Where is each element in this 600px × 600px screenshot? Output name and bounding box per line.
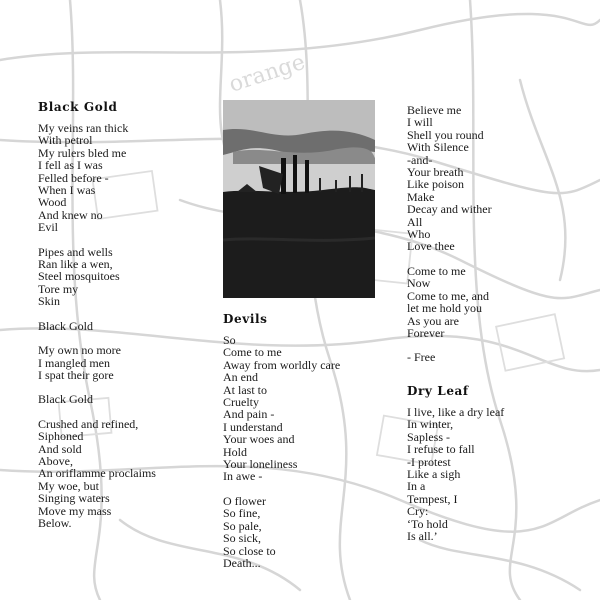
poem-line: When I was: [38, 183, 96, 198]
poem-line: In awe -: [223, 469, 263, 484]
poem-line: Crushed and refined,: [38, 416, 139, 431]
poem-line: Like a sigh: [407, 467, 461, 482]
poem-line: Now: [407, 276, 431, 291]
poem-line: In winter,: [407, 417, 454, 432]
poem-title: Devils: [223, 312, 268, 326]
stanza: [407, 406, 577, 542]
poem-line: Like poison: [407, 177, 464, 192]
poem-line: Forever: [407, 325, 445, 340]
poem-devils: [223, 312, 393, 581]
poem-line: Death...: [223, 555, 261, 570]
poem-line: My veins ran thick: [38, 121, 129, 135]
poem-line: Decay and wither: [407, 202, 492, 217]
poem-line: I will: [407, 115, 433, 130]
poem-devils-continued: [407, 104, 577, 376]
poem-line: In a: [407, 479, 426, 494]
poem-line: Tore my: [38, 281, 79, 296]
stanza: [38, 418, 208, 530]
stanza: [407, 104, 577, 253]
poem-line: So sick,: [223, 531, 262, 546]
stanza: [38, 393, 208, 405]
poem-line: Black Gold: [38, 318, 93, 333]
poem-line: Below.: [38, 515, 72, 530]
poem-line: At last to: [223, 382, 267, 397]
poem-line: Who: [407, 227, 431, 242]
poem-line: I refuse to fall: [407, 442, 475, 457]
poem-line: So pale,: [223, 518, 262, 533]
poem-line: Singing waters: [38, 491, 110, 506]
poem-line: Cry:: [407, 504, 429, 519]
stanza: [407, 351, 577, 363]
poem-dry-leaf: [407, 384, 577, 554]
poem-line: Sapless -: [407, 429, 450, 444]
poem-line: let me hold you: [407, 301, 482, 316]
poem-line: Steel mosquitoes: [38, 269, 120, 284]
poem-line: Hold: [223, 444, 247, 459]
poem-line: Black Gold: [38, 392, 93, 407]
poem-line: I spat their gore: [38, 367, 114, 382]
poem-line: So close to: [223, 543, 276, 558]
poem-line: - Free: [407, 350, 436, 365]
stanza: [38, 246, 208, 308]
poem-line: ‘To hold: [407, 516, 448, 531]
poem-line: Wood: [38, 195, 67, 210]
poem-line: Siphoned: [38, 429, 84, 444]
poem-line: Your woes and: [223, 432, 295, 447]
poem-line: -I protest: [407, 454, 451, 469]
poem-line: So fine,: [223, 506, 261, 521]
poem-line: An oriflamme proclaims: [38, 466, 156, 481]
poem-line: Evil: [38, 220, 58, 235]
poem-line: Is all.’: [407, 529, 438, 544]
poem-line: Your loneliness: [223, 457, 298, 472]
poem-line: I mangled men: [38, 355, 110, 370]
poem-line: Pipes and wells: [38, 244, 113, 259]
poem-line: And knew no: [38, 207, 103, 222]
poem-line: Move my mass: [38, 503, 112, 518]
poem-line: -and-: [407, 152, 433, 167]
poem-line: Your breath: [407, 165, 464, 180]
poem-line: My rulers bled me: [38, 145, 127, 160]
poem-line: As you are: [407, 313, 459, 328]
poem-line: Come to me, and: [407, 288, 489, 303]
poem-title: Dry Leaf: [407, 384, 469, 398]
poem-line: Make: [407, 189, 435, 204]
stanza: [223, 495, 393, 569]
poem-line: With Silence: [407, 140, 469, 155]
poem-line: Cruelty: [223, 395, 259, 410]
poem-line: Felled before -: [38, 170, 109, 185]
stanza: [38, 122, 208, 234]
poem-line: Shell you round: [407, 127, 484, 142]
poem-title: Black Gold: [38, 100, 118, 114]
poem-line: Believe me: [407, 103, 462, 117]
poem-line: Come to me: [223, 345, 282, 360]
poem-line: My own no more: [38, 343, 121, 358]
poem-line: I fell as I was: [38, 158, 103, 173]
poem-black-gold: [38, 100, 208, 541]
stanza: [38, 320, 208, 332]
poem-line: Ran like a wen,: [38, 257, 113, 272]
poem-line: And sold: [38, 441, 82, 456]
poem-line: Tempest, I: [407, 491, 458, 506]
stanza: [407, 265, 577, 339]
poem-line: All: [407, 214, 423, 229]
poem-line: My woe, but: [38, 478, 99, 493]
poem-line: I live, like a dry leaf: [407, 405, 505, 419]
poem-line: O flower: [223, 493, 266, 508]
map-label-text: orange: [226, 49, 309, 98]
poem-line: Skin: [38, 294, 61, 309]
stanza: [38, 344, 208, 381]
industrial-landscape-photo: [223, 100, 375, 298]
poem-line: Above,: [38, 453, 73, 468]
poem-line: With petrol: [38, 133, 93, 148]
poem-line: Away from worldly care: [223, 357, 341, 372]
poem-line: Come to me: [407, 263, 466, 278]
poem-line: And pain -: [223, 407, 275, 422]
poem-line: Love thee: [407, 239, 455, 254]
stanza: [223, 334, 393, 483]
poem-line: So: [223, 333, 236, 347]
poem-line: I understand: [223, 419, 283, 434]
poem-line: An end: [223, 370, 258, 385]
